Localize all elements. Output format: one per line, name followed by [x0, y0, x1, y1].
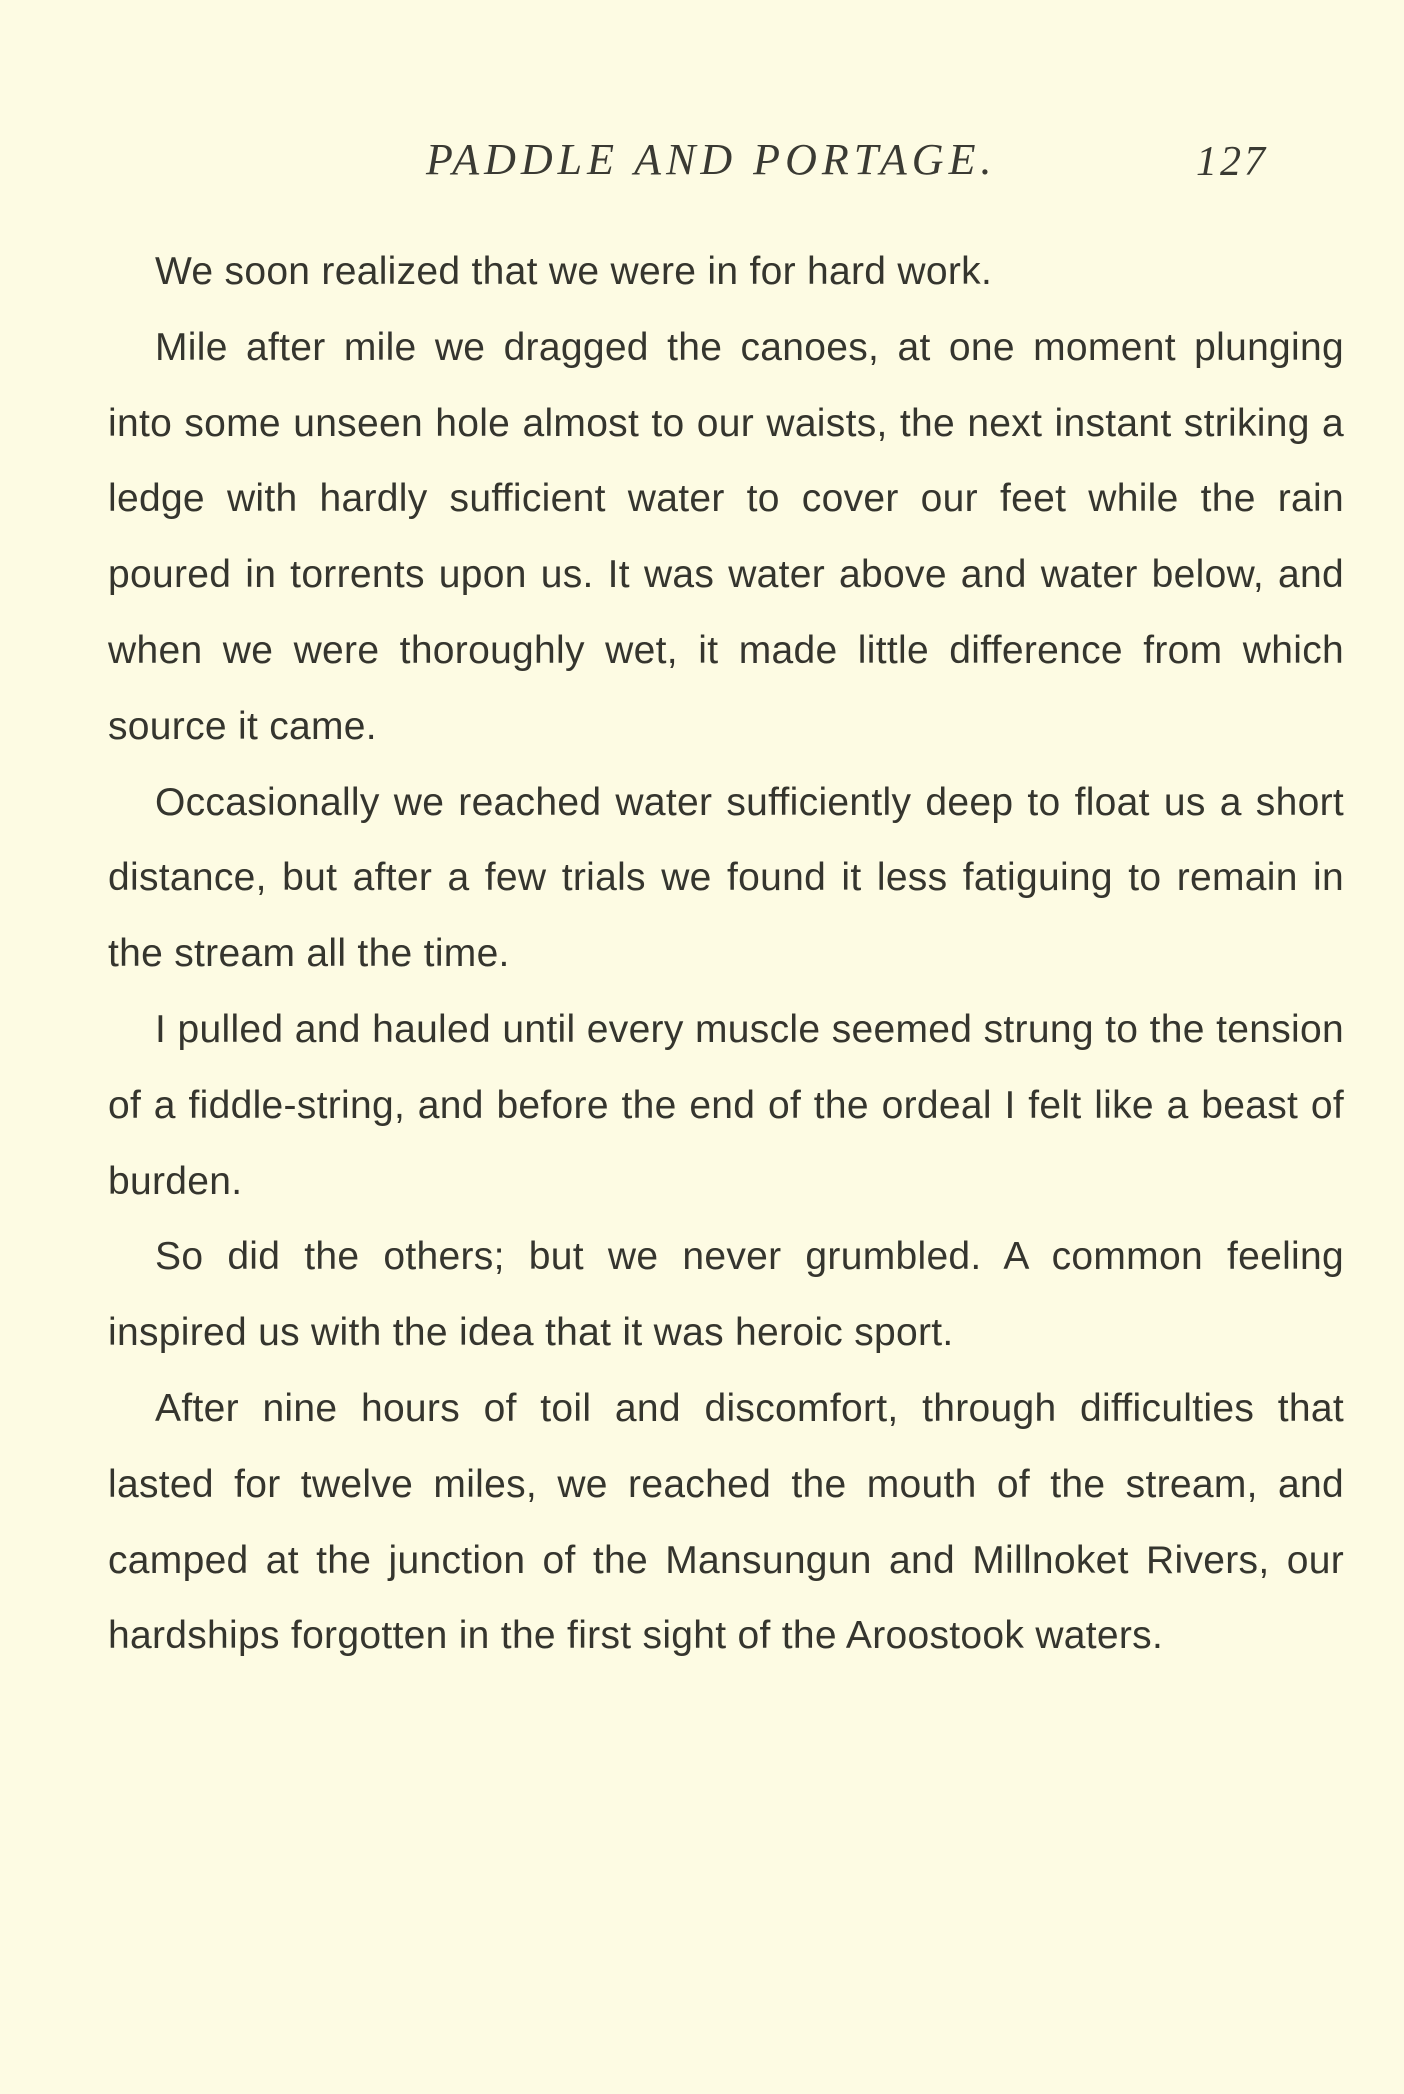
- paragraph-6: After nine hours of toil and discomfort, through difficulties that lasted for twelve miles, we reached the mouth of the stream, and camped at the junction of the Mansungun and Millnoket Rivers, our hardships forgotten in the first sight of the Aroostook waters.: [108, 1386, 1344, 1658]
- running-title: PADDLE AND PORTAGE.: [426, 135, 997, 184]
- running-head: [0, 134, 1404, 194]
- paragraph-5: So did the others; but we never grumbled. A common feeling inspired us with the idea that it was heroic sport.: [108, 1235, 1344, 1355]
- paragraph-1: We soon realized that we were in for hard work.: [155, 250, 993, 293]
- page-number: 127: [1196, 139, 1268, 185]
- paragraph-2: Mile after mile we dragged the canoes, at one moment plunging into some unseen hole almost to our waists, the next instant striking a ledge with hardly sufficient water to cover our feet while the rain poured in torrents upon us. It was water above and water below, and when we were thoroughly wet, it made little difference from which source it came.: [108, 325, 1344, 748]
- paragraph-4: I pulled and hauled until every muscle seemed strung to the tension of a fiddle-string, and before the end of the ordeal I felt like a beast of burden.: [108, 1007, 1344, 1203]
- body-text: [108, 234, 1344, 1674]
- paragraph-3: Occasionally we reached water sufficiently deep to float us a short distance, but after a few trials we found it less fatiguing to remain in the stream all the time.: [108, 780, 1344, 976]
